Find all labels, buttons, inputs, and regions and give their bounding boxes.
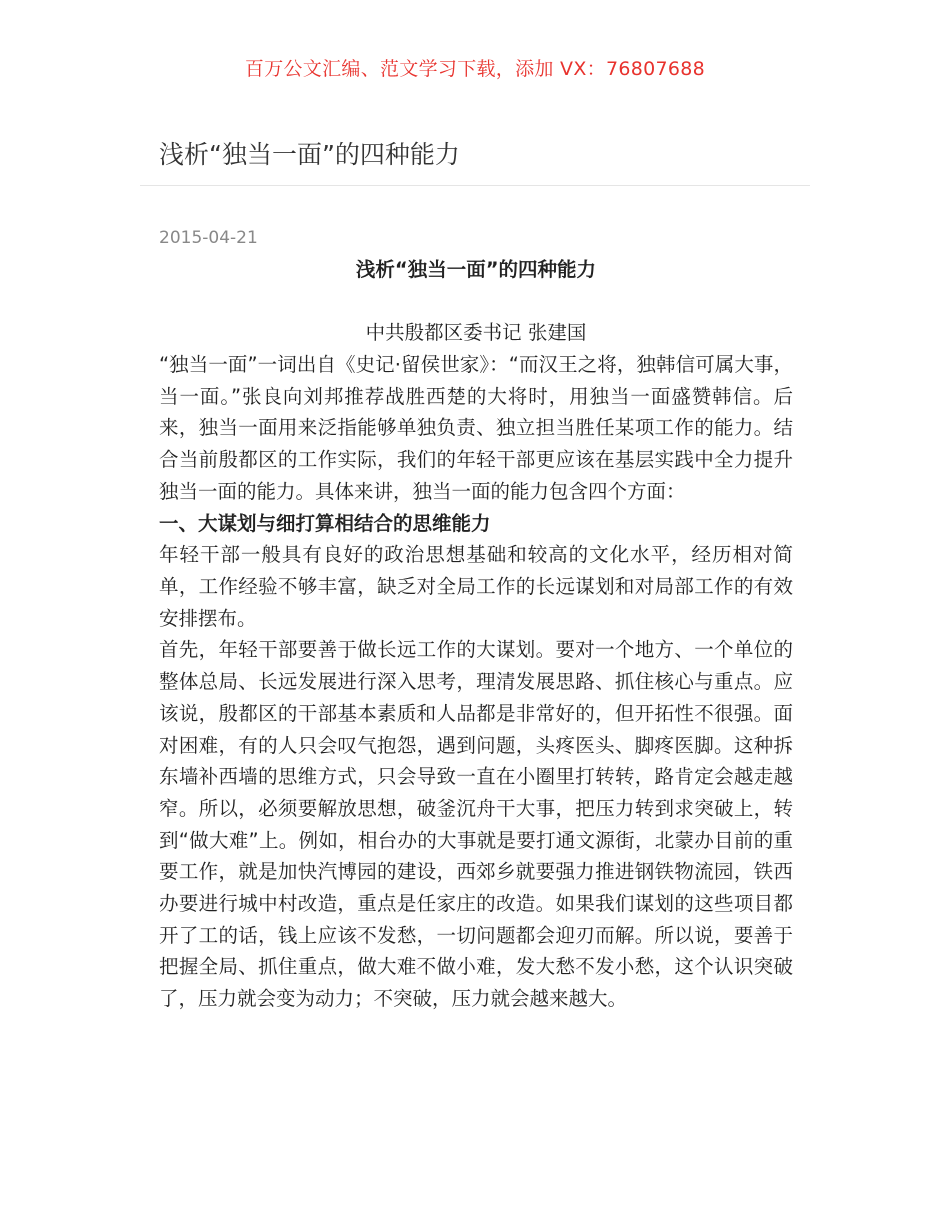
intro-paragraph: “独当一面”一词出自《史记·留侯世家》：“而汉王之将，独韩信可属大事，当一面。”张良向刘邦推荐战胜西楚的大将时，用独当一面盛赞韩信。后来，独当一面用来泛指能够单独负责、独立担当胜任某项工作的能力。结合当前殷都区的工作实际，我们的年轻干部更应该在基层实践中全力提升独当一面的能力。具体来讲，独当一面的能力包含四个方面： (159, 353, 793, 503)
publish-date: 2015-04-21 (159, 228, 258, 248)
download-banner: 百万公文汇编、范文学习下载，添加 VX：76807688 (244, 58, 706, 80)
title-divider (140, 185, 810, 186)
page-title: 浅析“独当一面”的四种能力 (159, 140, 460, 169)
article-body (159, 254, 793, 1015)
body-paragraph: 年轻干部一般具有良好的政治思想基础和较高的文化水平，经历相对简单，工作经验不够丰富，缺乏对全局工作的长远谋划和对局部工作的有效安排摆布。 (159, 543, 793, 630)
section-heading: 一、大谋划与细打算相结合的思维能力 (159, 511, 491, 535)
blank-line (159, 286, 793, 318)
article-author: 中共殷都区委书记 张建国 (365, 321, 587, 345)
article-title: 浅析“独当一面”的四种能力 (355, 258, 597, 281)
body-paragraph: 首先，年轻干部要善于做长远工作的大谋划。要对一个地方、一个单位的整体总局、长远发展进行深入思考，理清发展思路、抓住核心与重点。应该说，殷都区的干部基本素质和人品都是非常好的，但开拓性不很强。面对困难，有的人只会叹气抱怨，遇到问题，头疼医头、脚疼医脚。这种拆东墙补西墙的思维方式，只会导致一直在小圈里打转转，路肯定会越走越窄。所以，必须要解放思想，破釜沉舟干大事，把压力转到求突破上，转到“做大难”上。例如，相台办的大事就是要打通文源街，北蒙办目前的重要工作，就是加快汽博园的建设，西郊乡就要强力推进钢铁物流园，铁西办要进行城中村改造，重点是任家庄的改造。如果我们谋划的这些项目都开了工的话，钱上应该不发愁，一切问题都会迎刃而解。所以说，要善于把握全局、抓住重点，做大难不做小难，发大愁不发小愁，这个认识突破了，压力就会变为动力；不突破，压力就会越来越大。 (159, 638, 793, 1011)
